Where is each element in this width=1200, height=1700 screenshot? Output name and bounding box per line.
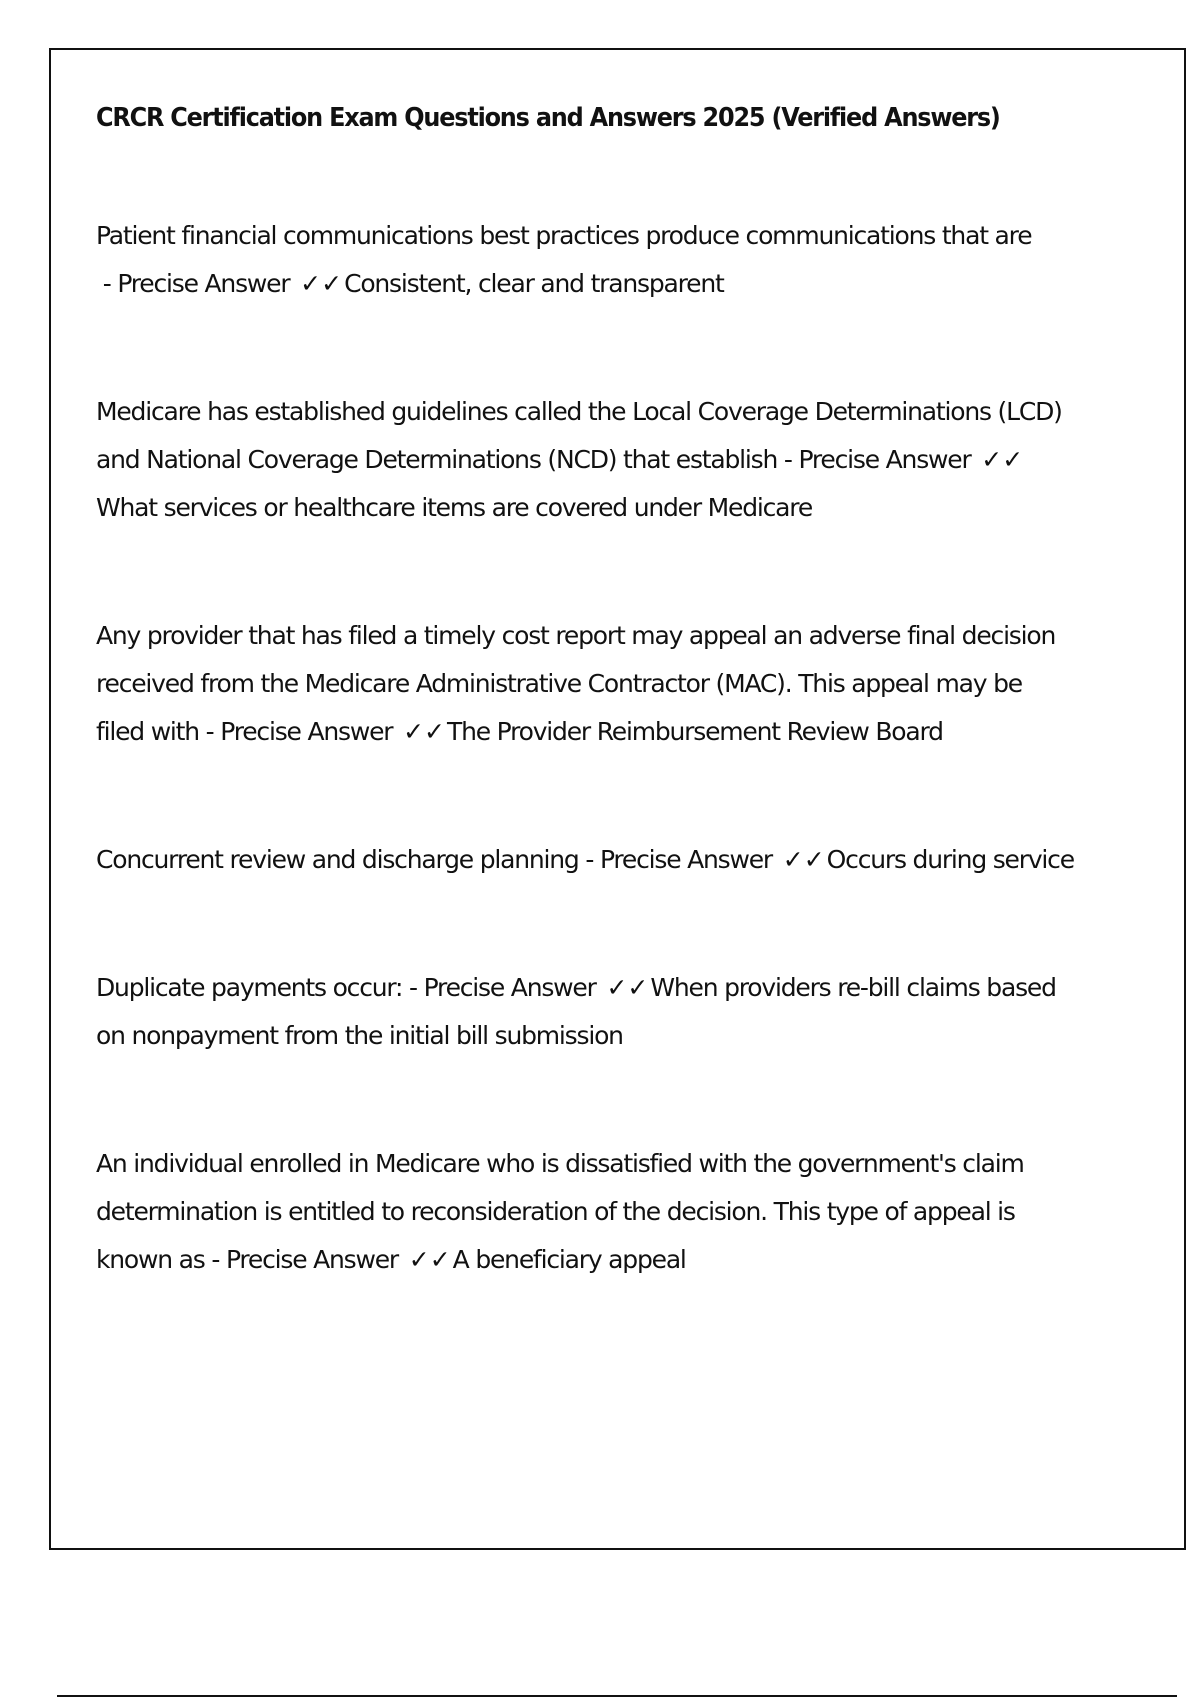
answer-text: A beneficiary appeal	[452, 1245, 686, 1274]
footer-divider	[57, 1695, 1177, 1697]
qa-item	[96, 388, 1076, 532]
answer-label: Precise Answer	[798, 445, 971, 474]
double-check-icon: ✓✓	[981, 445, 1024, 474]
answer-label: Precise Answer	[220, 717, 393, 746]
double-check-icon: ✓✓	[403, 717, 445, 746]
answer-text: Occurs during service	[826, 845, 1074, 874]
double-check-icon: ✓✓	[408, 1245, 451, 1274]
answer-label: Precise Answer	[117, 269, 290, 298]
answer-text: When providers re-bill claims based on nonpayment from the initial bill submission	[96, 973, 1056, 1050]
double-check-icon: ✓✓	[606, 973, 649, 1002]
double-check-icon: ✓✓	[782, 845, 825, 874]
answer-label: Precise Answer	[225, 1245, 399, 1274]
qa-list	[96, 212, 1086, 1284]
answer-label: Precise Answer	[423, 973, 596, 1002]
qa-item	[96, 612, 1076, 756]
question-text: Duplicate payments occur:	[96, 973, 403, 1002]
question-text: Medicare has established guidelines called the Local Coverage Determinations (LCD) and National Coverage Determinations (NCD) that establish	[96, 397, 1062, 474]
question-text: An individual enrolled in Medicare who is dissatisfied with the government's claim determination is entitled to reconsideration of the decision. This type of appeal is known as	[96, 1149, 1024, 1274]
answer-text: Consistent, clear and transparent	[344, 269, 724, 298]
document-content	[96, 96, 1086, 1364]
answer-text: What services or healthcare items are covered under Medicare	[96, 493, 813, 522]
qa-item	[96, 964, 1076, 1060]
answer-text: The Provider Reimbursement Review Board	[447, 717, 943, 746]
separator: -	[198, 717, 221, 746]
question-text: Concurrent review and discharge planning	[96, 845, 579, 874]
separator: -	[204, 1245, 226, 1274]
qa-item	[96, 1140, 1076, 1284]
double-check-icon: ✓✓	[300, 269, 343, 298]
separator: -	[402, 973, 424, 1002]
document-title: CRCR Certification Exam Questions and Answers 2025 (Verified Answers)	[96, 103, 1000, 133]
question-text: Any provider that has filed a timely cost report may appeal an adverse final decision received from the Medicare Administrative Contractor (MAC). This appeal may be filed with	[96, 621, 1056, 746]
qa-item	[96, 212, 1076, 308]
qa-item	[96, 836, 1076, 884]
separator: -	[96, 269, 118, 298]
answer-label: Precise Answer	[599, 845, 773, 874]
separator: -	[578, 845, 600, 874]
question-text: Patient financial communications best practices produce communications that are	[96, 221, 1032, 250]
separator: -	[777, 445, 799, 474]
